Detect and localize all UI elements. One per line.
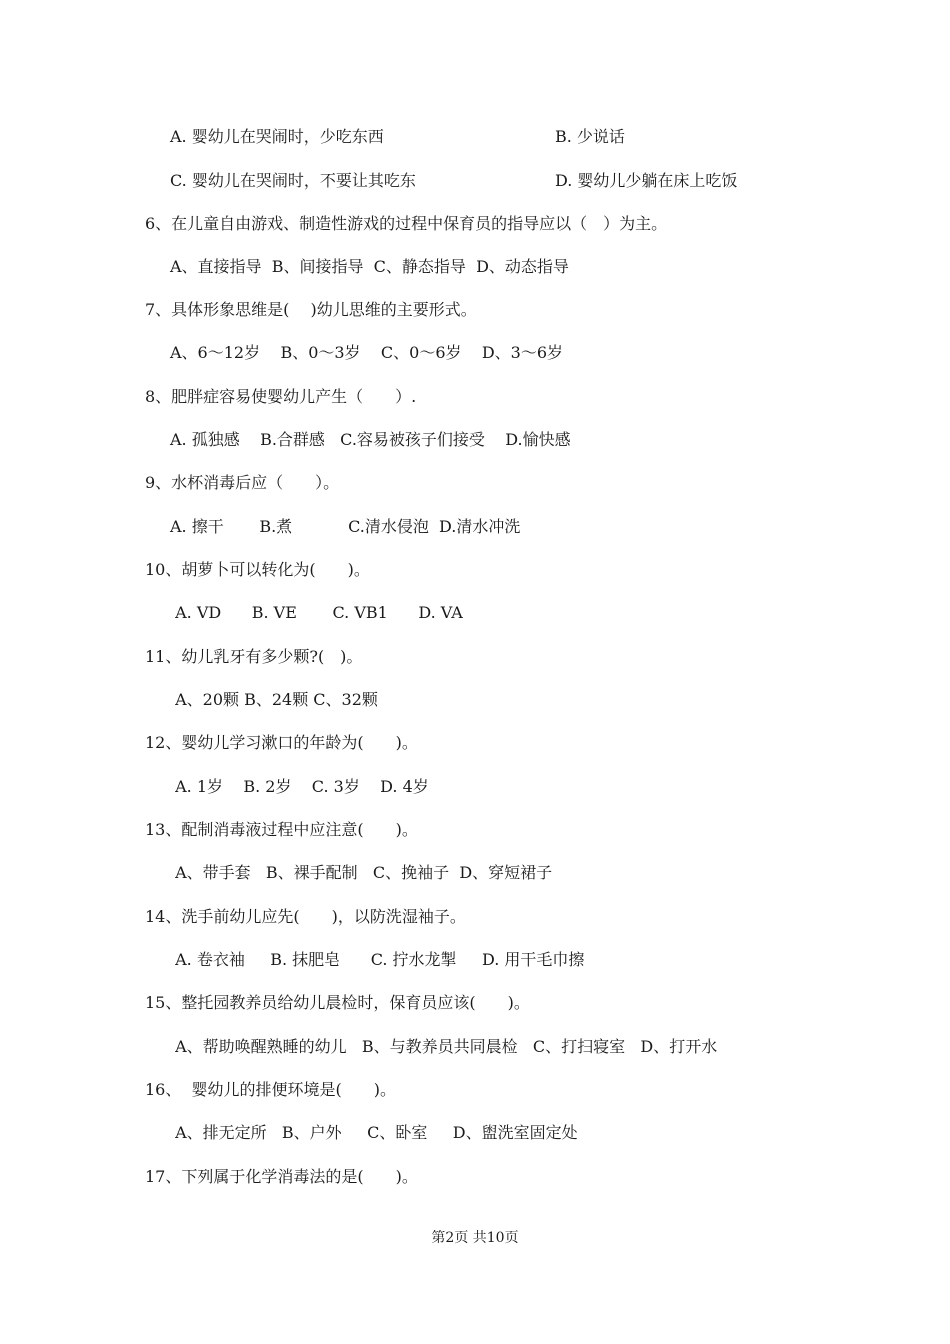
- question-12: 12、婴幼儿学习漱口的年龄为( )。: [145, 733, 418, 752]
- question-15-options: A、帮助唤醒熟睡的幼儿 B、与教养员共同晨检 C、打扫寝室 D、打开水: [170, 1037, 718, 1056]
- page-footer: 第2页 共10页: [431, 1230, 519, 1246]
- question-10: 10、胡萝卜可以转化为( )。: [145, 560, 370, 579]
- question-13: 13、配制消毒液过程中应注意( )。: [145, 820, 418, 839]
- question-13-options: A、带手套 B、裸手配制 C、挽袖子 D、穿短裙子: [170, 863, 553, 882]
- question-12-options: A. 1岁 B. 2岁 C. 3岁 D. 4岁: [170, 777, 429, 796]
- question-6: 6、在儿童自由游戏、制造性游戏的过程中保育员的指导应以（ ）为主。: [145, 214, 668, 233]
- q5-option-c: C. 婴幼儿在哭闹时，不要让其吃东: [170, 171, 416, 190]
- question-16-options: A、排无定所 B、户外 C、卧室 D、盥洗室固定处: [170, 1123, 578, 1142]
- question-7-options: A、6～12岁 B、0～3岁 C、0～6岁 D、3～6岁: [170, 343, 564, 362]
- question-11-options: A、20颗 B、24颗 C、32颗: [170, 690, 378, 709]
- question-8: 8、肥胖症容易使婴幼儿产生（ ）.: [145, 387, 417, 406]
- question-9-options: A. 擦干 B.煮 C.清水侵泡 D.清水冲洗: [170, 517, 521, 536]
- question-8-options: A. 孤独感 B.合群感 C.容易被孩子们接受 D.愉快感: [170, 430, 571, 449]
- q5-option-d: D. 婴幼儿少躺在床上吃饭: [555, 171, 738, 190]
- question-17: 17、下列属于化学消毒法的是( )。: [145, 1167, 418, 1186]
- q5-option-b: B. 少说话: [555, 127, 625, 146]
- question-10-options: A. VD B. VE C. VB1 D. VA: [170, 603, 463, 622]
- q5-option-a: A. 婴幼儿在哭闹时，少吃东西: [170, 127, 384, 146]
- question-11: 11、幼儿乳牙有多少颗?( )。: [145, 647, 363, 666]
- question-7: 7、具体形象思维是( )幼儿思维的主要形式。: [145, 300, 477, 319]
- question-15: 15、整托园教养员给幼儿晨检时，保育员应该( )。: [145, 993, 530, 1012]
- question-14-options: A. 卷衣袖 B. 抹肥皂 C. 拧水龙掣 D. 用干毛巾擦: [170, 950, 585, 969]
- question-14: 14、洗手前幼儿应先( )，以防洗湿袖子。: [145, 907, 466, 926]
- question-9: 9、水杯消毒后应（ ）。: [145, 473, 340, 492]
- question-16: 16、 婴幼儿的排便环境是( )。: [145, 1080, 397, 1099]
- question-6-options: A、直接指导 B、间接指导 C、静态指导 D、动态指导: [170, 257, 569, 276]
